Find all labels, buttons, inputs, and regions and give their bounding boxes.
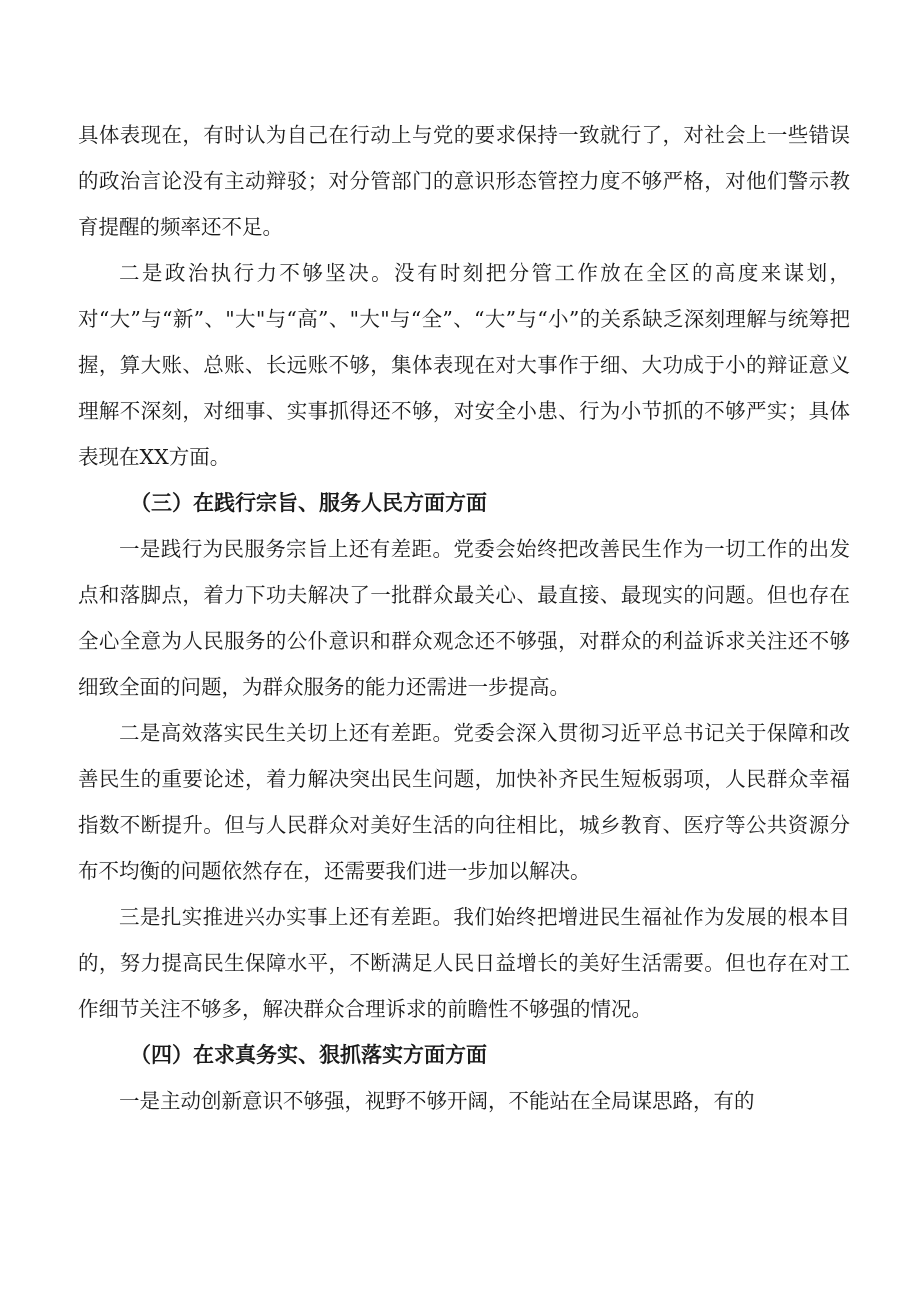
paragraph-innovation: 一是主动创新意识不够强，视野不够开阔，不能站在全局谋思路，有的 (119, 1089, 755, 1113)
section-heading-4: （四）在求真务实、狠抓落实方面方面 (130, 1043, 487, 1067)
paragraph-1: 具体表现在，有时认为自己在行动上与党的要求保持一致就行了，对社会上一些错误的政治言论没有主动辩驳；对分管部门的意识形态管控力度不够严格，对他们警示教育提醒的频率还不足。 (78, 123, 850, 239)
paragraph-serve-people: 一是践行为民服务宗旨上还有差距。党委会始终把改善民生作为一切工作的出发点和落脚点，着力下功夫解决了一批群众最关心、最直接、最现实的问题。但也存在全心全意为人民服务的公仆意识和群众观念还不够强，对群众的利益诉求关注还不够细致全面的问题，为群众服务的能力还需进一步提高。 (78, 537, 850, 699)
paragraph-political-execution: 二是政治执行力不够坚决。没有时刻把分管工作放在全区的高度来谋划，对“大”与“新”、"大"与“高”、"大"与“全”、“大”与“小”的关系缺乏深刻理解与统筹把握，算大账、总账、长远账不够，集体表现在对大事作于细、大功成于小的辩证意义理解不深刻，对细事、实事抓得还不够，对安全小患、行为小节抓的不够严实；具体表现在XX方面。 (78, 261, 850, 469)
paragraph-practical-matters: 三是扎实推进兴办实事上还有差距。我们始终把增进民生福祉作为发展的根本目的，努力提高民生保障水平，不断满足人民日益增长的美好生活需要。但也存在对工作细节关注不够多，解决群众合理诉求的前瞻性不够强的情况。 (78, 905, 850, 1021)
section-heading-3: （三）在践行宗旨、服务人民方面方面 (130, 491, 487, 515)
document-body (78, 112, 850, 1124)
paragraph-livelihood: 二是高效落实民生关切上还有差距。党委会深入贯彻习近平总书记关于保障和改善民生的重要论述，着力解决突出民生问题，加快补齐民生短板弱项，人民群众幸福指数不断提升。但与人民群众对美好生活的向往相比，城乡教育、医疗等公共资源分布不均衡的问题依然存在，还需要我们进一步加以解决。 (78, 721, 850, 883)
